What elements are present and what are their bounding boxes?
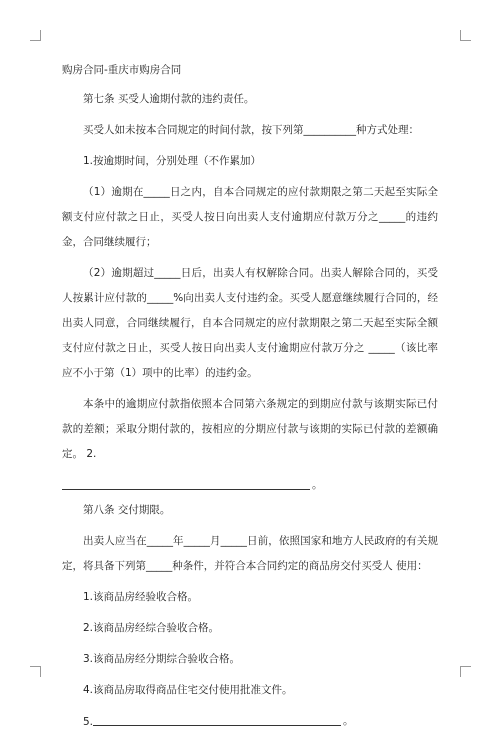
line-end-mark: 。 xyxy=(343,715,354,727)
crop-mark-top-left xyxy=(30,30,41,41)
article-8-item-1: 1.该商品房经验收合格。 xyxy=(83,591,199,603)
blank-underline xyxy=(93,725,341,726)
document-body xyxy=(62,62,438,734)
article-7-item-1: 1.按逾期时间，分别处理（不作累加） xyxy=(83,155,262,167)
crop-mark-top-right xyxy=(460,30,471,41)
blank-fill-line-1 xyxy=(62,473,438,498)
article-8-title: 第八条 交付期限。 xyxy=(83,504,171,516)
article-8-item-4: 4.该商品房取得商品住宅交付使用批准文件。 xyxy=(83,684,293,696)
blank-underline xyxy=(62,489,310,490)
article-8-item-2: 2.该商品房经综合验收合格。 xyxy=(83,622,220,634)
line-end-mark: 。 xyxy=(312,479,323,491)
article-7-item-1-2: （2）逾期超过_____日后，出卖人有权解除合同。出卖人解除合同的，买受人按累计应付款的_____%向出卖人支付违约金。买受人愿意继续履行合同的，经出卖人同意，合同继续履行，自本合同规定的应付款期限之第二天起至实际全额支付应付款之日止，买受人按日向出卖人支付逾期应付款万分之 _____（该比率应不小于第（1）项中的比率）的违约金。 xyxy=(62,267,438,379)
document-header: 购房合同-重庆市购房合同 xyxy=(62,64,182,76)
article-7-title: 第七条 买受人逾期付款的违约责任。 xyxy=(83,93,255,105)
crop-mark-bottom-left xyxy=(30,666,41,677)
article-7-note: 本条中的逾期应付款指依照本合同第六条规定的到期应付款与该期实际已付款的差额；采取分期付款的，按相应的分期应付款与该期的实际已付款的差额确定。 2. xyxy=(62,398,438,460)
article-8-intro: 出卖人应当在_____年_____月_____日前，依照国家和地方人民政府的有关规定，将具备下列第_____种条件，并符合本合同约定的商品房交付买受人 使用： xyxy=(62,535,438,572)
crop-mark-bottom-right xyxy=(460,666,471,677)
article-8-item-5 xyxy=(62,709,438,734)
article-7-item-1-1: （1）逾期在_____日之内，自本合同规定的应付款期限之第二天起至实际全额支付应付款之日止，买受人按日向出卖人支付逾期应付款万分之_____的违约金，合同继续履行； xyxy=(62,186,438,248)
article-8-item-3: 3.该商品房经分期综合验收合格。 xyxy=(83,653,241,665)
article-7-intro: 买受人如未按本合同规定的时间付款，按下列第__________种方式处理： xyxy=(83,124,419,136)
item-5-number: 5. xyxy=(83,716,94,728)
